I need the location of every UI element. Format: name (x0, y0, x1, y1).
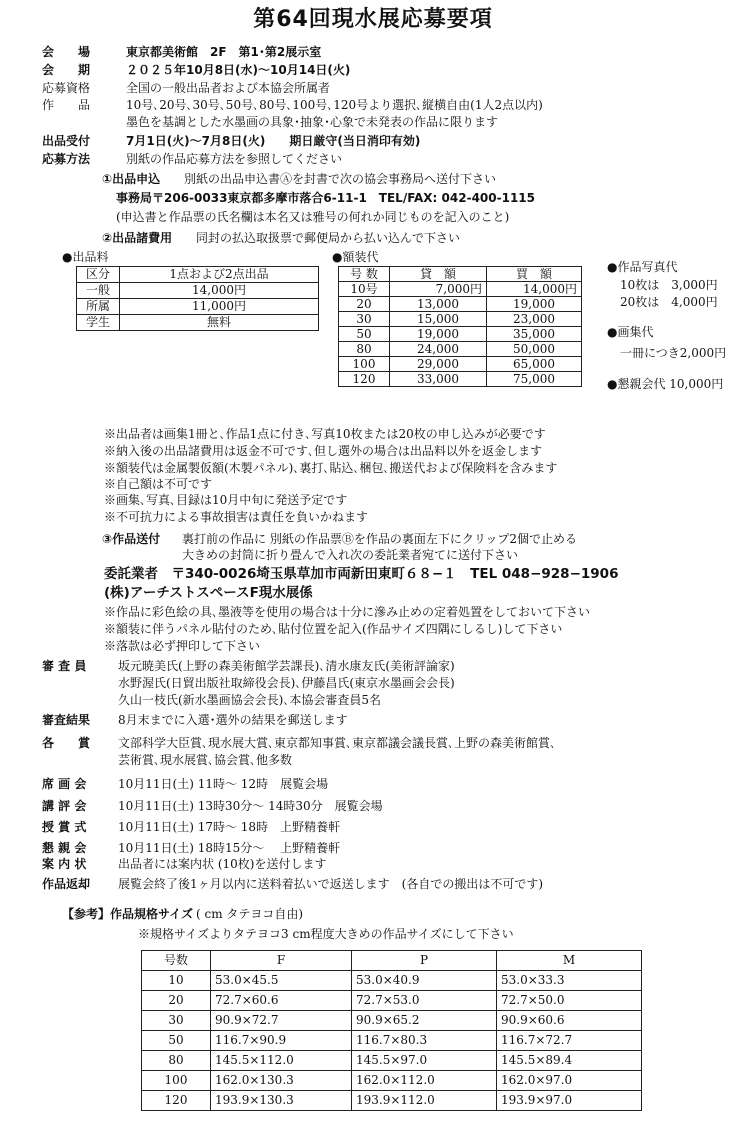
method-value: 別紙の作品応募方法を参照してください (126, 152, 343, 166)
fee-cell: 所属 (77, 299, 120, 315)
size-cell: 90.9×65.2 (352, 1011, 497, 1031)
frame-cell: 35,000 (487, 327, 582, 342)
size-header: F (211, 951, 352, 971)
fee-cell: 14,000円 (120, 283, 319, 299)
step2-text: 同封の払込取扱票で郵便局から払い込んで下さい (196, 231, 461, 245)
fee-cell: 学生 (77, 315, 120, 331)
size-cell: 72.7×60.6 (211, 991, 352, 1011)
photo-20: 20枚は 4,000円 (620, 295, 718, 309)
note-line: ※落款は必ず押印して下さい (104, 639, 261, 653)
period-value: ２０２５年10月8日(水)～10月14日(火) (126, 63, 351, 77)
frame-cell: 120 (339, 372, 390, 387)
method-label: 応募方法 (42, 152, 91, 166)
event-label: 講 評 会 (42, 799, 87, 813)
size-cell: 90.9×72.7 (211, 1011, 352, 1031)
ref-note: ※規格サイズよりタテヨコ3 cm程度大きめの作品サイズにして下さい (138, 927, 514, 941)
result-label: 審査結果 (42, 713, 91, 727)
step1-note: (申込書と作品票の氏名欄は本名又は雅号の何れか同じものを記入のこと) (116, 210, 510, 224)
size-table (141, 950, 642, 1111)
judges-line: 水野渥氏(日貿出版社取締役会長)､伊藤昌氏(東京水墨画会会長) (118, 676, 455, 690)
frame-cell: 50,000 (487, 342, 582, 357)
fee-caption: ●出品料 (62, 250, 109, 264)
size-cell: 90.9×60.6 (497, 1011, 642, 1031)
event-label: 作品返却 (42, 877, 91, 891)
page-title: 第64回現水展応募要項 (253, 7, 493, 32)
frame-cell: 50 (339, 327, 390, 342)
office-address: 事務局〒206-0033東京都多摩市落合6-11-1 TEL/FAX: 042-400-1115 (116, 191, 535, 205)
frame-table (338, 266, 582, 387)
size-cell: 162.0×112.0 (352, 1071, 497, 1091)
note-line: ※納入後の出品諸費用は返金不可です､但し選外の場合は出品料以外を返金します (104, 444, 543, 458)
ref-heading: 【参考】作品規格サイズ (62, 907, 194, 921)
judges-line: 坂元暁美氏(上野の森美術館学芸課長)､清水康友氏(美術評論家) (118, 659, 455, 673)
frame-cell: 29,000 (390, 357, 487, 372)
frame-cell: 30 (339, 312, 390, 327)
fee-cell: 無料 (120, 315, 319, 331)
size-cell: 72.7×53.0 (352, 991, 497, 1011)
size-cell: 10 (142, 971, 211, 991)
size-cell: 53.0×40.9 (352, 971, 497, 991)
event-label: 案 内 状 (42, 857, 87, 871)
size-cell: 53.0×45.5 (211, 971, 352, 991)
event-label: 懇 親 会 (42, 841, 87, 855)
eligibility-label: 応募資格 (42, 81, 91, 95)
event-value: 10月11日(土) 18時15分～ 上野精養軒 (118, 841, 341, 855)
fee-header: 区分 (77, 267, 120, 283)
frame-cell: 23,000 (487, 312, 582, 327)
note-line: ※不可抗力による事故損害は責任を負いかねます (104, 510, 369, 524)
venue-label: 会 場 (42, 45, 91, 59)
agent-name: (株)アーチストスペースF現水展係 (104, 585, 313, 601)
frame-cell: 15,000 (390, 312, 487, 327)
frame-cell: 19,000 (487, 297, 582, 312)
frame-cell: 7,000円 (390, 282, 487, 297)
step3-heading: ③作品送付 (102, 532, 161, 546)
awards-label: 各 賞 (42, 736, 91, 750)
frame-cell: 19,000 (390, 327, 487, 342)
frame-cell: 75,000 (487, 372, 582, 387)
size-cell: 30 (142, 1011, 211, 1031)
event-value: 10月11日(土) 11時～ 12時 展覧会場 (118, 777, 329, 791)
event-value: 10月11日(土) 17時～ 18時 上野精養軒 (118, 820, 341, 834)
note-line: ※額装に伴うパネル貼付のため､貼付位置を記入(作品サイズ四隅にしるし)して下さい (104, 622, 563, 636)
eligibility-value: 全国の一般出品者および本協会所属者 (126, 81, 331, 95)
book-title: ●画集代 (607, 325, 654, 339)
frame-cell: 10号 (339, 282, 390, 297)
note-line: ※出品者は画集1冊と､作品1点に付き､写真10枚または20枚の申し込みが必要です (104, 427, 546, 441)
size-header: M (497, 951, 642, 971)
step1-heading: ①出品申込 (102, 172, 161, 186)
works-note: 墨色を基調とした水墨画の具象･抽象･心象で未発表の作品に限ります (126, 115, 499, 129)
awards-line: 芸術賞､現水展賞､協会賞､他多数 (118, 753, 293, 767)
note-line: ※画集､写真､目録は10月中旬に発送予定です (104, 493, 348, 507)
period-label: 会 期 (42, 63, 91, 77)
size-cell: 145.5×97.0 (352, 1051, 497, 1071)
size-cell: 145.5×112.0 (211, 1051, 352, 1071)
size-cell: 50 (142, 1031, 211, 1051)
note-line: ※自己額は不可です (104, 477, 213, 491)
result-value: 8月末までに入選･選外の結果を郵送します (118, 713, 348, 727)
size-cell: 145.5×89.4 (497, 1051, 642, 1071)
size-header: P (352, 951, 497, 971)
event-value: 出品者には案内状 (10枚)を送付します (118, 857, 327, 871)
event-label: 授 賞 式 (42, 820, 87, 834)
venue-value: 東京都美術館 2F 第1･第2展示室 (126, 45, 322, 59)
size-cell: 116.7×80.3 (352, 1031, 497, 1051)
frame-cell: 100 (339, 357, 390, 372)
step1-text: 別紙の出品申込書Ⓐを封書で次の協会事務局へ送付下さい (184, 172, 497, 186)
event-value: 10月11日(土) 13時30分～ 14時30分 展覧会場 (118, 799, 383, 813)
frame-header: 号 数 (339, 267, 390, 282)
size-cell: 193.9×97.0 (497, 1091, 642, 1111)
frame-cell: 65,000 (487, 357, 582, 372)
step2-heading: ②出品諸費用 (102, 231, 173, 245)
book-price: 一冊につき2,000円 (620, 346, 727, 360)
frame-cell: 33,000 (390, 372, 487, 387)
size-header: 号数 (142, 951, 211, 971)
event-value: 展覧会終了後1ヶ月以内に送料着払いで返送します (各自での搬出は不可です) (118, 877, 544, 891)
judges-label: 審 査 員 (42, 659, 87, 673)
size-cell: 100 (142, 1071, 211, 1091)
step3-text2: 大きめの封筒に折り畳んで入れ次の委託業者宛てに送付下さい (182, 548, 519, 562)
frame-cell: 20 (339, 297, 390, 312)
fee-cell: 一般 (77, 283, 120, 299)
frame-cell: 80 (339, 342, 390, 357)
size-cell: 116.7×90.9 (211, 1031, 352, 1051)
frame-cell: 14,000円 (487, 282, 582, 297)
receipt-label: 出品受付 (42, 134, 91, 148)
note-line: ※作品に彩色絵の具､墨液等を使用の場合は十分に滲み止めの定着処置をしておいて下さい (104, 605, 591, 619)
size-cell: 116.7×72.7 (497, 1031, 642, 1051)
note-line: ※額装代は金属製仮額(木製パネル)､裏打､貼込､梱包､搬送代および保険料を含みます (104, 461, 558, 475)
step3-text1: 裏打前の作品に 別紙の作品票Ⓑを作品の裏面左下にクリップ2個で止める (182, 532, 577, 546)
judges-line: 久山一枝氏(新水墨画協会会長)､本協会審査員5名 (118, 693, 381, 707)
awards-line: 文部科学大臣賞､現水展大賞､東京都知事賞､東京都議会議長賞､上野の森美術館賞､ (118, 736, 557, 750)
size-cell: 120 (142, 1091, 211, 1111)
size-cell: 53.0×33.3 (497, 971, 642, 991)
frame-cell: 13,000 (390, 297, 487, 312)
size-cell: 193.9×130.3 (211, 1091, 352, 1111)
size-cell: 20 (142, 991, 211, 1011)
works-value: 10号､20号､30号､50号､80号､100号､120号より選択､縦横自由(1人2点以内) (126, 98, 543, 112)
size-cell: 162.0×97.0 (497, 1071, 642, 1091)
works-label: 作 品 (42, 98, 91, 112)
fee-table (76, 266, 319, 331)
party-fee: ●懇親会代 10,000円 (607, 377, 724, 391)
fee-header: 1点および2点出品 (120, 267, 319, 283)
frame-header: 貸 額 (390, 267, 487, 282)
agent-address: 委託業者 〒340-0026埼玉県草加市両新田東町６８−１ TEL 048−928−1906 (104, 566, 619, 582)
size-cell: 162.0×130.3 (211, 1071, 352, 1091)
receipt-value: 7月1日(火)～7月8日(火) 期日厳守(当日消印有効) (126, 134, 421, 148)
frame-cell: 24,000 (390, 342, 487, 357)
frame-header: 買 額 (487, 267, 582, 282)
frame-caption: ●額装代 (332, 250, 379, 264)
size-cell: 193.9×112.0 (352, 1091, 497, 1111)
size-cell: 80 (142, 1051, 211, 1071)
photo-title: ●作品写真代 (607, 260, 678, 274)
fee-cell: 11,000円 (120, 299, 319, 315)
ref-unit: ( cm タテヨコ自由) (196, 907, 304, 921)
photo-10: 10枚は 3,000円 (620, 278, 718, 292)
event-label: 席 画 会 (42, 777, 87, 791)
size-cell: 72.7×50.0 (497, 991, 642, 1011)
